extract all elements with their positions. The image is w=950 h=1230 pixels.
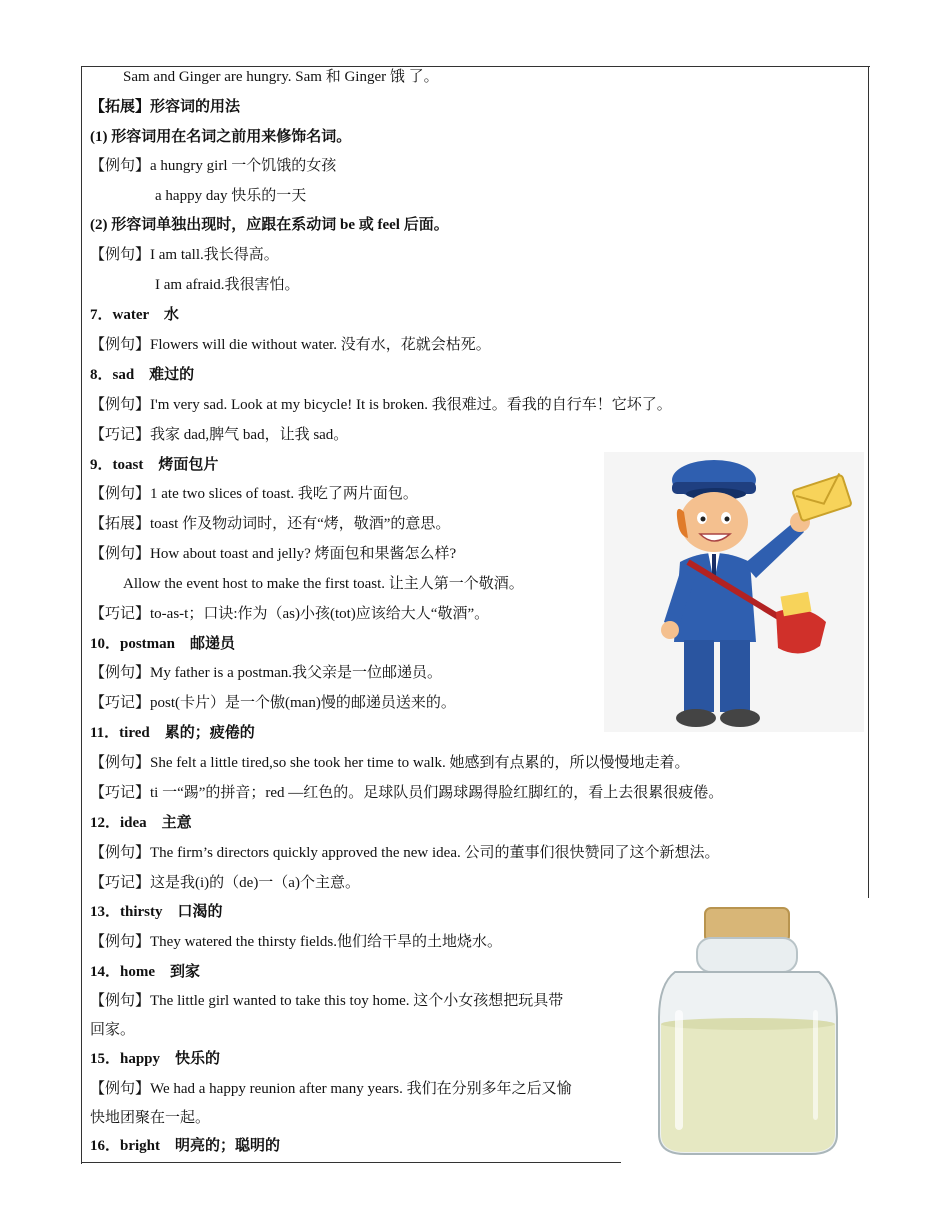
example-line-continued: 快地团聚在一起。 xyxy=(90,1110,211,1126)
example-line: 【例句】We had a happy reunion after many years. 我们在分别多年之后又愉 xyxy=(90,1081,572,1097)
vocab-heading: 13．thirsty 口渴的 xyxy=(90,904,223,920)
example-line: 【例句】My father is a postman.我父亲是一位邮递员。 xyxy=(90,665,443,681)
postman-illustration xyxy=(604,452,864,732)
example-line: I am afraid.我很害怕。 xyxy=(155,277,300,293)
vocab-heading: 16．bright 明亮的；聪明的 xyxy=(90,1138,281,1154)
memory-tip: 【巧记】我家 dad,脾气 bad，让我 sad。 xyxy=(90,427,349,443)
example-line: 【例句】How about toast and jelly? 烤面包和果酱怎么样? xyxy=(90,546,457,562)
section-heading: 【拓展】形容词的用法 xyxy=(90,99,241,115)
vocab-heading: 12．idea 主意 xyxy=(90,815,192,831)
section-heading: (1) 形容词用在名词之前用来修饰名词。 xyxy=(90,129,352,145)
vocab-heading: 8．sad 难过的 xyxy=(90,367,195,383)
example-line: 【例句】Flowers will die without water. 没有水，花就会枯死。 xyxy=(90,337,491,353)
vocab-heading: 10．postman 邮递员 xyxy=(90,636,236,652)
frame-border-bottom xyxy=(81,1162,621,1163)
memory-tip: 【巧记】ti 一“踢”的拼音；red —红色的。足球队员们踢球踢得脸红脚红的，看上去很累很疲倦。 xyxy=(90,785,724,801)
memory-tip: 【巧记】这是我(i)的（de)一（a)个主意。 xyxy=(90,875,360,891)
bottle-icon xyxy=(635,898,865,1162)
vocab-heading: 9．toast 烤面包片 xyxy=(90,457,219,473)
vocab-heading: 7．water 水 xyxy=(90,307,179,323)
text-line: Sam and Ginger are hungry. Sam 和 Ginger 饿 了。 xyxy=(123,69,439,85)
example-line: 【例句】The little girl wanted to take this toy home. 这个小女孩想把玩具带 xyxy=(90,993,564,1009)
vocab-heading: 14．home 到家 xyxy=(90,964,200,980)
example-line: a happy day 快乐的一天 xyxy=(155,188,307,204)
example-line: 【例句】The firm’s directors quickly approved the new idea. 公司的董事们很快赞同了这个新想法。 xyxy=(90,845,720,861)
section-heading: (2) 形容词单独出现时，应跟在系动词 be 或 feel 后面。 xyxy=(90,217,449,233)
example-line: 【例句】I am tall.我长得高。 xyxy=(90,247,279,263)
example-line: 【例句】a hungry girl 一个饥饿的女孩 xyxy=(90,158,337,174)
memory-tip: 【巧记】to-as-t；口诀:作为（as)小孩(tot)应该给大人“敬酒”。 xyxy=(90,606,490,622)
example-line: 【例句】I'm very sad. Look at my bicycle! It is broken. 我很难过。看我的自行车！它坏了。 xyxy=(90,397,672,413)
example-line-continued: 回家。 xyxy=(90,1022,136,1038)
postman-icon xyxy=(604,452,864,732)
vocab-heading: 11．tired 累的；疲倦的 xyxy=(90,725,255,741)
memory-tip: 【巧记】post(卡片）是一个傲(man)慢的邮递员送来的。 xyxy=(90,695,456,711)
vocab-heading: 15．happy 快乐的 xyxy=(90,1051,221,1067)
example-line: Allow the event host to make the first toast. 让主人第一个敬酒。 xyxy=(123,576,524,592)
example-line: 【例句】She felt a little tired,so she took her time to walk. 她感到有点累的，所以慢慢地走着。 xyxy=(90,755,690,771)
example-line: 【例句】1 ate two slices of toast. 我吃了两片面包。 xyxy=(90,486,418,502)
example-line: 【例句】They watered the thirsty fields.他们给干旱的土地烧水。 xyxy=(90,934,503,950)
frame-border-right xyxy=(868,66,869,898)
bottle-illustration xyxy=(635,898,865,1162)
extension-line: 【拓展】toast 作及物动词时，还有“烤，敬酒”的意思。 xyxy=(90,516,451,532)
